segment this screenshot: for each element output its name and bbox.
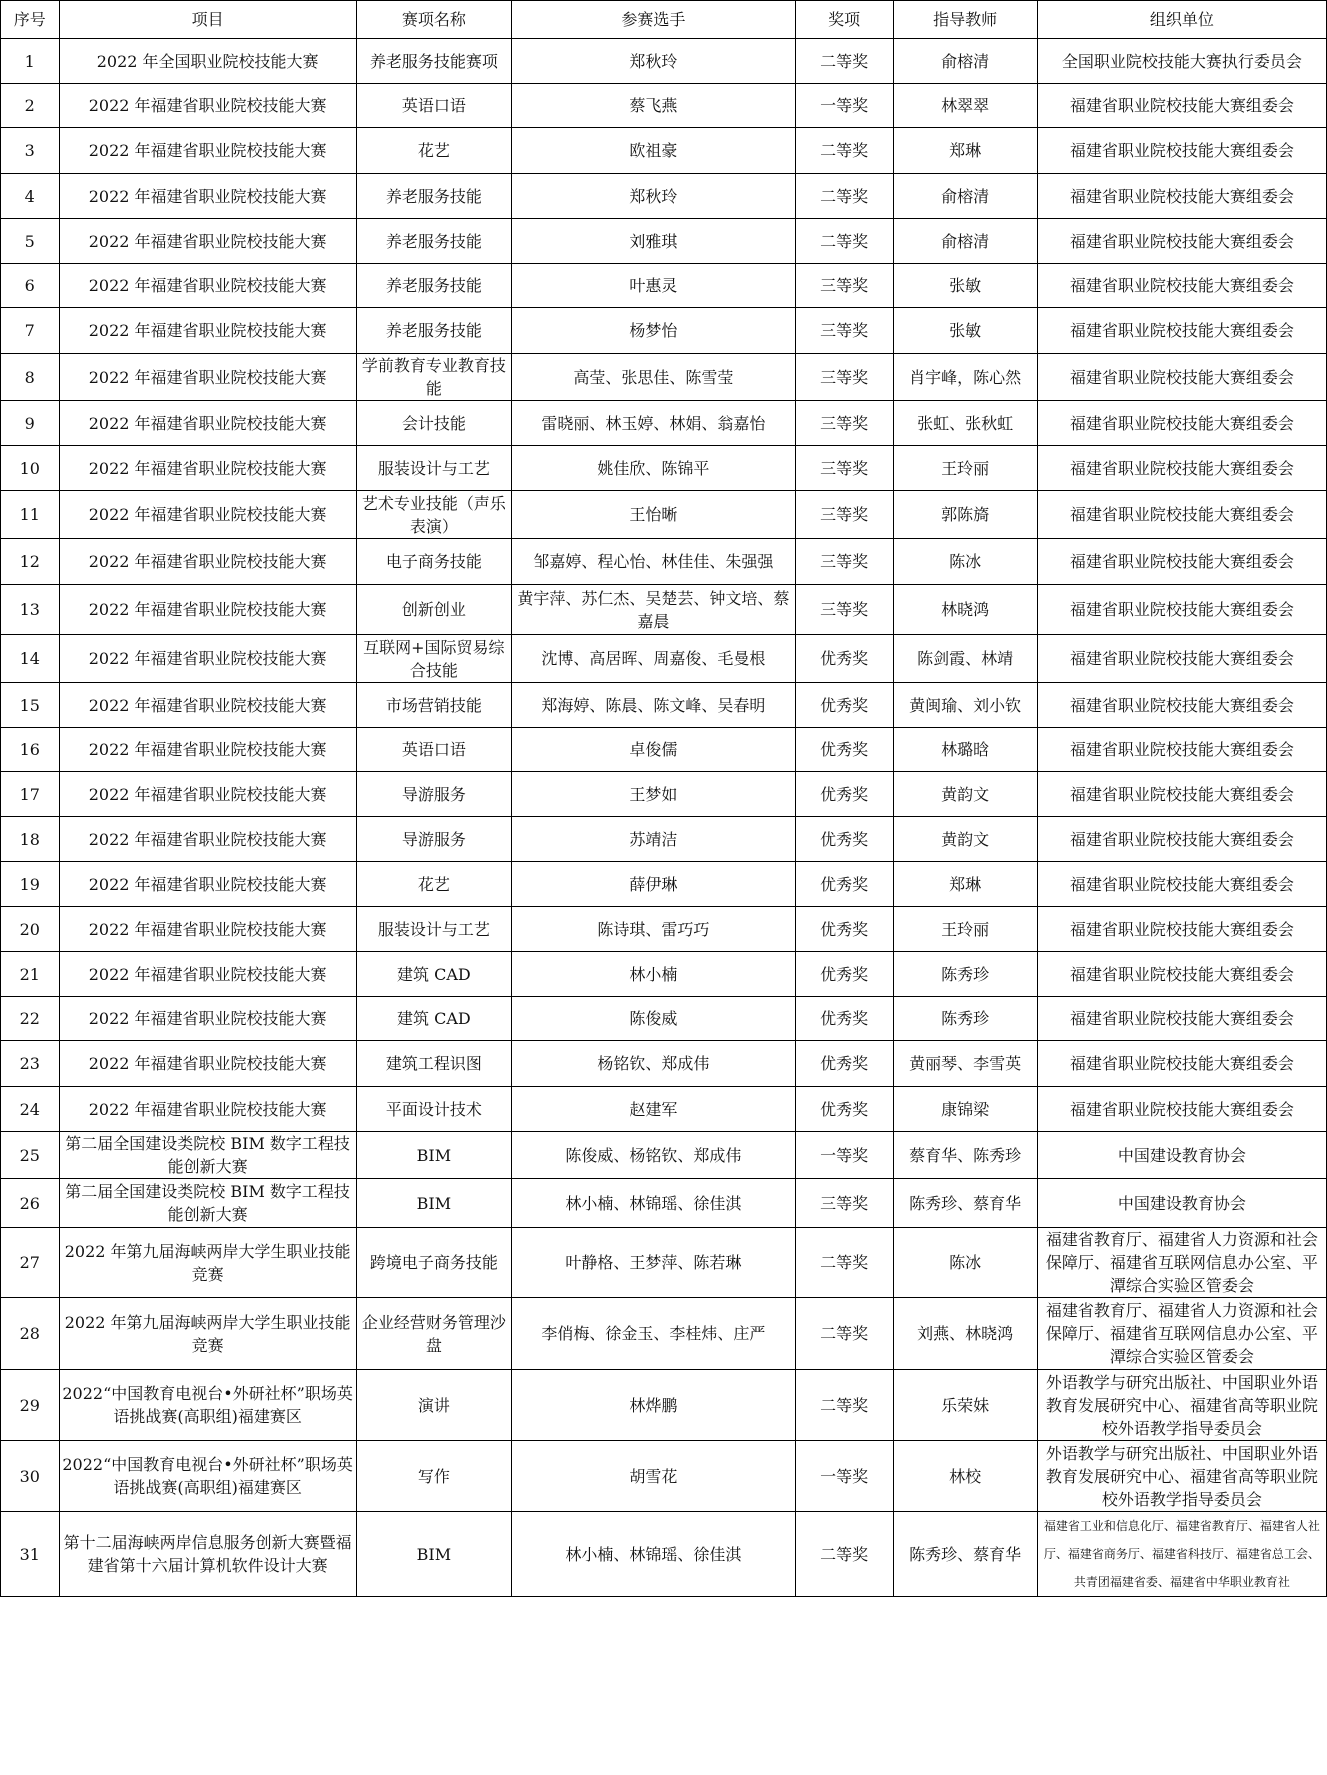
table-row <box>1 585 1327 635</box>
cell-index: 1 <box>1 39 60 84</box>
cell-event: 建筑 CAD <box>356 952 511 997</box>
cell-instructor: 张敏 <box>893 308 1037 354</box>
cell-project: 第十二届海峡两岸信息服务创新大赛暨福建省第十六届计算机软件设计大赛 <box>59 1512 356 1597</box>
table-row <box>1 174 1327 219</box>
cell-organizer: 外语教学与研究出版社、中国职业外语教育发展研究中心、福建省高等职业院校外语教学指导委员会 <box>1037 1441 1326 1512</box>
cell-organizer: 福建省职业院校技能大赛组委会 <box>1037 728 1326 772</box>
cell-event: 养老服务技能 <box>356 174 511 219</box>
cell-instructor: 陈冰 <box>893 1228 1037 1298</box>
cell-event: 会计技能 <box>356 401 511 446</box>
table-row <box>1 219 1327 264</box>
cell-project: 2022 年福建省职业院校技能大赛 <box>59 128 356 174</box>
cell-instructor: 郑琳 <box>893 862 1037 907</box>
cell-award: 优秀奖 <box>795 862 893 907</box>
header-row <box>1 1 1327 39</box>
cell-organizer: 外语教学与研究出版社、中国职业外语教育发展研究中心、福建省高等职业院校外语教学指导委员会 <box>1037 1370 1326 1441</box>
cell-organizer: 福建省职业院校技能大赛组委会 <box>1037 219 1326 264</box>
table-row <box>1 683 1327 728</box>
cell-event: 创新创业 <box>356 585 511 635</box>
cell-project: 2022 年全国职业院校技能大赛 <box>59 39 356 84</box>
cell-instructor: 黄韵文 <box>893 817 1037 862</box>
cell-organizer: 福建省职业院校技能大赛组委会 <box>1037 84 1326 128</box>
cell-participants: 王梦如 <box>512 772 796 817</box>
cell-award: 三等奖 <box>795 1179 893 1228</box>
cell-project: 2022 年福建省职业院校技能大赛 <box>59 84 356 128</box>
table-row <box>1 728 1327 772</box>
cell-participants: 雷晓丽、林玉婷、林娟、翁嘉怡 <box>512 401 796 446</box>
cell-participants: 林烨鹏 <box>512 1370 796 1441</box>
cell-organizer: 中国建设教育协会 <box>1037 1132 1326 1179</box>
table-row <box>1 1228 1327 1298</box>
cell-organizer: 福建省职业院校技能大赛组委会 <box>1037 683 1326 728</box>
cell-event: 导游服务 <box>356 817 511 862</box>
cell-participants: 邹嘉婷、程心怡、林佳佳、朱强强 <box>512 539 796 585</box>
cell-award: 优秀奖 <box>795 952 893 997</box>
cell-project: 2022 年福建省职业院校技能大赛 <box>59 997 356 1041</box>
cell-index: 31 <box>1 1512 60 1597</box>
cell-award: 优秀奖 <box>795 728 893 772</box>
cell-award: 三等奖 <box>795 308 893 354</box>
cell-event: 写作 <box>356 1441 511 1512</box>
cell-instructor: 俞榕清 <box>893 39 1037 84</box>
cell-event: 平面设计技术 <box>356 1087 511 1132</box>
cell-index: 25 <box>1 1132 60 1179</box>
cell-instructor: 肖宇峰，陈心然 <box>893 354 1037 401</box>
table-row <box>1 446 1327 491</box>
cell-award: 二等奖 <box>795 1298 893 1370</box>
cell-project: 2022 年第九届海峡两岸大学生职业技能竞赛 <box>59 1298 356 1370</box>
cell-organizer: 全国职业院校技能大赛执行委员会 <box>1037 39 1326 84</box>
table-row <box>1 907 1327 952</box>
cell-project: 2022 年福建省职业院校技能大赛 <box>59 728 356 772</box>
cell-index: 16 <box>1 728 60 772</box>
cell-project: 2022 年福建省职业院校技能大赛 <box>59 907 356 952</box>
table-row <box>1 1087 1327 1132</box>
cell-participants: 郑秋玲 <box>512 174 796 219</box>
cell-project: 2022 年福建省职业院校技能大赛 <box>59 354 356 401</box>
cell-project: 2022 年福建省职业院校技能大赛 <box>59 862 356 907</box>
cell-event: BIM <box>356 1179 511 1228</box>
cell-organizer: 福建省职业院校技能大赛组委会 <box>1037 1041 1326 1087</box>
cell-event: BIM <box>356 1132 511 1179</box>
cell-index: 5 <box>1 219 60 264</box>
cell-index: 9 <box>1 401 60 446</box>
cell-organizer: 福建省教育厅、福建省人力资源和社会保障厅、福建省互联网信息办公室、平潭综合实验区管委会 <box>1037 1228 1326 1298</box>
cell-index: 24 <box>1 1087 60 1132</box>
cell-project: 2022 年福建省职业院校技能大赛 <box>59 491 356 539</box>
cell-index: 6 <box>1 264 60 308</box>
cell-organizer: 福建省职业院校技能大赛组委会 <box>1037 539 1326 585</box>
cell-organizer: 福建省职业院校技能大赛组委会 <box>1037 772 1326 817</box>
cell-instructor: 林翠翠 <box>893 84 1037 128</box>
cell-organizer: 福建省职业院校技能大赛组委会 <box>1037 635 1326 683</box>
cell-instructor: 蔡育华、陈秀珍 <box>893 1132 1037 1179</box>
header-organizer: 组织单位 <box>1037 1 1326 39</box>
cell-index: 17 <box>1 772 60 817</box>
cell-event: 企业经营财务管理沙盘 <box>356 1298 511 1370</box>
cell-award: 优秀奖 <box>795 907 893 952</box>
cell-event: 养老服务技能 <box>356 308 511 354</box>
cell-project: 2022“中国教育电视台•外研社杯”职场英语挑战赛(高职组)福建赛区 <box>59 1370 356 1441</box>
cell-organizer: 福建省职业院校技能大赛组委会 <box>1037 174 1326 219</box>
cell-participants: 郑海婷、陈晨、陈文峰、吴春明 <box>512 683 796 728</box>
cell-award: 二等奖 <box>795 1228 893 1298</box>
cell-participants: 苏靖洁 <box>512 817 796 862</box>
cell-organizer: 福建省职业院校技能大赛组委会 <box>1037 491 1326 539</box>
cell-project: 2022 年福建省职业院校技能大赛 <box>59 219 356 264</box>
cell-instructor: 林晓鸿 <box>893 585 1037 635</box>
cell-index: 4 <box>1 174 60 219</box>
cell-award: 三等奖 <box>795 354 893 401</box>
cell-participants: 刘雅琪 <box>512 219 796 264</box>
cell-project: 2022 年福建省职业院校技能大赛 <box>59 635 356 683</box>
cell-event: 服装设计与工艺 <box>356 446 511 491</box>
cell-participants: 林小楠 <box>512 952 796 997</box>
cell-participants: 陈俊威 <box>512 997 796 1041</box>
cell-participants: 叶静格、王梦萍、陈若琳 <box>512 1228 796 1298</box>
header-participants: 参赛选手 <box>512 1 796 39</box>
table-row <box>1 84 1327 128</box>
table-row <box>1 952 1327 997</box>
cell-instructor: 俞榕清 <box>893 174 1037 219</box>
table-row <box>1 308 1327 354</box>
cell-instructor: 俞榕清 <box>893 219 1037 264</box>
cell-instructor: 张敏 <box>893 264 1037 308</box>
cell-event: 英语口语 <box>356 728 511 772</box>
cell-organizer: 福建省职业院校技能大赛组委会 <box>1037 264 1326 308</box>
cell-award: 优秀奖 <box>795 772 893 817</box>
cell-instructor: 王玲丽 <box>893 907 1037 952</box>
cell-index: 2 <box>1 84 60 128</box>
cell-event: 艺术专业技能（声乐表演） <box>356 491 511 539</box>
table-row <box>1 128 1327 174</box>
cell-event: 导游服务 <box>356 772 511 817</box>
cell-participants: 沈博、高居晖、周嘉俊、毛曼根 <box>512 635 796 683</box>
cell-index: 3 <box>1 128 60 174</box>
cell-organizer: 中国建设教育协会 <box>1037 1179 1326 1228</box>
cell-participants: 蔡飞燕 <box>512 84 796 128</box>
cell-participants: 郑秋玲 <box>512 39 796 84</box>
cell-award: 优秀奖 <box>795 997 893 1041</box>
cell-project: 2022 年福建省职业院校技能大赛 <box>59 401 356 446</box>
cell-award: 二等奖 <box>795 1370 893 1441</box>
cell-index: 7 <box>1 308 60 354</box>
cell-organizer: 福建省职业院校技能大赛组委会 <box>1037 907 1326 952</box>
cell-award: 三等奖 <box>795 491 893 539</box>
cell-award: 优秀奖 <box>795 1087 893 1132</box>
cell-event: 花艺 <box>356 128 511 174</box>
cell-instructor: 陈剑霞、林靖 <box>893 635 1037 683</box>
cell-instructor: 陈冰 <box>893 539 1037 585</box>
cell-instructor: 林璐晗 <box>893 728 1037 772</box>
cell-project: 2022 年福建省职业院校技能大赛 <box>59 446 356 491</box>
cell-organizer: 福建省职业院校技能大赛组委会 <box>1037 128 1326 174</box>
cell-project: 2022 年福建省职业院校技能大赛 <box>59 308 356 354</box>
table-row <box>1 817 1327 862</box>
table-row <box>1 997 1327 1041</box>
cell-award: 优秀奖 <box>795 817 893 862</box>
cell-instructor: 陈秀珍 <box>893 952 1037 997</box>
cell-participants: 李俏梅、徐金玉、李桂炜、庄严 <box>512 1298 796 1370</box>
cell-instructor: 刘燕、林晓鸿 <box>893 1298 1037 1370</box>
cell-organizer: 福建省职业院校技能大赛组委会 <box>1037 354 1326 401</box>
cell-event: 花艺 <box>356 862 511 907</box>
cell-event: 电子商务技能 <box>356 539 511 585</box>
cell-award: 二等奖 <box>795 174 893 219</box>
cell-event: 市场营销技能 <box>356 683 511 728</box>
cell-organizer: 福建省职业院校技能大赛组委会 <box>1037 446 1326 491</box>
header-award: 奖项 <box>795 1 893 39</box>
cell-instructor: 郭陈旖 <box>893 491 1037 539</box>
cell-index: 13 <box>1 585 60 635</box>
cell-event: 服装设计与工艺 <box>356 907 511 952</box>
cell-event: BIM <box>356 1512 511 1597</box>
cell-award: 二等奖 <box>795 219 893 264</box>
header-project: 项目 <box>59 1 356 39</box>
cell-organizer: 福建省职业院校技能大赛组委会 <box>1037 401 1326 446</box>
cell-award: 一等奖 <box>795 1132 893 1179</box>
cell-participants: 高莹、张思佳、陈雪莹 <box>512 354 796 401</box>
cell-award: 三等奖 <box>795 401 893 446</box>
cell-index: 12 <box>1 539 60 585</box>
cell-participants: 赵建军 <box>512 1087 796 1132</box>
cell-project: 2022 年福建省职业院校技能大赛 <box>59 772 356 817</box>
table-row <box>1 1512 1327 1597</box>
cell-instructor: 张虹、张秋虹 <box>893 401 1037 446</box>
cell-instructor: 陈秀珍、蔡育华 <box>893 1179 1037 1228</box>
cell-project: 2022“中国教育电视台•外研社杯”职场英语挑战赛(高职组)福建赛区 <box>59 1441 356 1512</box>
cell-instructor: 康锦梁 <box>893 1087 1037 1132</box>
cell-participants: 王怡晰 <box>512 491 796 539</box>
table-row <box>1 264 1327 308</box>
cell-participants: 叶惠灵 <box>512 264 796 308</box>
cell-project: 第二届全国建设类院校 BIM 数字工程技能创新大赛 <box>59 1132 356 1179</box>
cell-project: 2022 年福建省职业院校技能大赛 <box>59 817 356 862</box>
cell-participants: 薛伊琳 <box>512 862 796 907</box>
table-row <box>1 1370 1327 1441</box>
cell-event: 养老服务技能 <box>356 219 511 264</box>
cell-instructor: 黄闽瑜、刘小钦 <box>893 683 1037 728</box>
cell-award: 一等奖 <box>795 84 893 128</box>
cell-participants: 林小楠、林锦瑶、徐佳淇 <box>512 1179 796 1228</box>
cell-instructor: 郑琳 <box>893 128 1037 174</box>
cell-project: 2022 年福建省职业院校技能大赛 <box>59 585 356 635</box>
cell-index: 11 <box>1 491 60 539</box>
cell-index: 10 <box>1 446 60 491</box>
cell-event: 学前教育专业教育技能 <box>356 354 511 401</box>
cell-index: 26 <box>1 1179 60 1228</box>
cell-project: 2022 年福建省职业院校技能大赛 <box>59 264 356 308</box>
table-row <box>1 1041 1327 1087</box>
cell-instructor: 王玲丽 <box>893 446 1037 491</box>
table-row <box>1 539 1327 585</box>
cell-index: 15 <box>1 683 60 728</box>
table-row <box>1 1132 1327 1179</box>
cell-organizer: 福建省职业院校技能大赛组委会 <box>1037 997 1326 1041</box>
header-event: 赛项名称 <box>356 1 511 39</box>
cell-index: 23 <box>1 1041 60 1087</box>
cell-participants: 杨铭钦、郑成伟 <box>512 1041 796 1087</box>
table-row <box>1 1298 1327 1370</box>
cell-event: 建筑工程识图 <box>356 1041 511 1087</box>
table-row <box>1 635 1327 683</box>
cell-award: 优秀奖 <box>795 635 893 683</box>
cell-index: 29 <box>1 1370 60 1441</box>
cell-award: 三等奖 <box>795 264 893 308</box>
cell-award: 二等奖 <box>795 1512 893 1597</box>
cell-award: 二等奖 <box>795 39 893 84</box>
cell-organizer: 福建省职业院校技能大赛组委会 <box>1037 585 1326 635</box>
cell-index: 19 <box>1 862 60 907</box>
cell-participants: 卓俊儒 <box>512 728 796 772</box>
table-row <box>1 39 1327 84</box>
table-row <box>1 354 1327 401</box>
cell-instructor: 乐荣妹 <box>893 1370 1037 1441</box>
cell-participants: 陈俊威、杨铭钦、郑成伟 <box>512 1132 796 1179</box>
cell-organizer: 福建省职业院校技能大赛组委会 <box>1037 952 1326 997</box>
cell-award: 三等奖 <box>795 539 893 585</box>
cell-project: 2022 年福建省职业院校技能大赛 <box>59 683 356 728</box>
cell-instructor: 黄丽琴、李雪英 <box>893 1041 1037 1087</box>
cell-index: 14 <box>1 635 60 683</box>
cell-event: 英语口语 <box>356 84 511 128</box>
cell-project: 2022 年福建省职业院校技能大赛 <box>59 174 356 219</box>
cell-participants: 胡雪花 <box>512 1441 796 1512</box>
cell-index: 20 <box>1 907 60 952</box>
table-row <box>1 862 1327 907</box>
cell-index: 21 <box>1 952 60 997</box>
table-row <box>1 491 1327 539</box>
cell-award: 一等奖 <box>795 1441 893 1512</box>
cell-project: 2022 年第九届海峡两岸大学生职业技能竞赛 <box>59 1228 356 1298</box>
cell-index: 28 <box>1 1298 60 1370</box>
cell-award: 三等奖 <box>795 446 893 491</box>
cell-event: 建筑 CAD <box>356 997 511 1041</box>
table-row <box>1 1441 1327 1512</box>
table-row <box>1 772 1327 817</box>
cell-award: 优秀奖 <box>795 1041 893 1087</box>
table-row <box>1 1179 1327 1228</box>
cell-event: 互联网+国际贸易综合技能 <box>356 635 511 683</box>
cell-index: 18 <box>1 817 60 862</box>
table-row <box>1 401 1327 446</box>
cell-organizer: 福建省教育厅、福建省人力资源和社会保障厅、福建省互联网信息办公室、平潭综合实验区管委会 <box>1037 1298 1326 1370</box>
cell-event: 跨境电子商务技能 <box>356 1228 511 1298</box>
cell-index: 22 <box>1 997 60 1041</box>
cell-project: 2022 年福建省职业院校技能大赛 <box>59 952 356 997</box>
cell-event: 养老服务技能赛项 <box>356 39 511 84</box>
cell-participants: 姚佳欣、陈锦平 <box>512 446 796 491</box>
cell-instructor: 林校 <box>893 1441 1037 1512</box>
cell-organizer: 福建省职业院校技能大赛组委会 <box>1037 862 1326 907</box>
cell-project: 2022 年福建省职业院校技能大赛 <box>59 1041 356 1087</box>
cell-instructor: 黄韵文 <box>893 772 1037 817</box>
cell-index: 30 <box>1 1441 60 1512</box>
cell-award: 三等奖 <box>795 585 893 635</box>
cell-instructor: 陈秀珍 <box>893 997 1037 1041</box>
cell-index: 27 <box>1 1228 60 1298</box>
cell-award: 二等奖 <box>795 128 893 174</box>
cell-award: 优秀奖 <box>795 683 893 728</box>
cell-participants: 黄宇萍、苏仁杰、吴楚芸、钟文培、蔡嘉晨 <box>512 585 796 635</box>
cell-event: 演讲 <box>356 1370 511 1441</box>
cell-organizer: 福建省工业和信息化厅、福建省教育厅、福建省人社厅、福建省商务厅、福建省科技厅、福建省总工会、共青团福建省委、福建省中华职业教育社 <box>1037 1512 1326 1597</box>
cell-index: 8 <box>1 354 60 401</box>
cell-project: 2022 年福建省职业院校技能大赛 <box>59 1087 356 1132</box>
header-index: 序号 <box>1 1 60 39</box>
cell-participants: 欧祖豪 <box>512 128 796 174</box>
cell-participants: 杨梦怡 <box>512 308 796 354</box>
cell-organizer: 福建省职业院校技能大赛组委会 <box>1037 308 1326 354</box>
cell-organizer: 福建省职业院校技能大赛组委会 <box>1037 1087 1326 1132</box>
header-instructor: 指导教师 <box>893 1 1037 39</box>
cell-project: 2022 年福建省职业院校技能大赛 <box>59 539 356 585</box>
cell-instructor: 陈秀珍、蔡育华 <box>893 1512 1037 1597</box>
cell-organizer: 福建省职业院校技能大赛组委会 <box>1037 817 1326 862</box>
cell-participants: 陈诗琪、雷巧巧 <box>512 907 796 952</box>
cell-project: 第二届全国建设类院校 BIM 数字工程技能创新大赛 <box>59 1179 356 1228</box>
cell-participants: 林小楠、林锦瑶、徐佳淇 <box>512 1512 796 1597</box>
cell-event: 养老服务技能 <box>356 264 511 308</box>
